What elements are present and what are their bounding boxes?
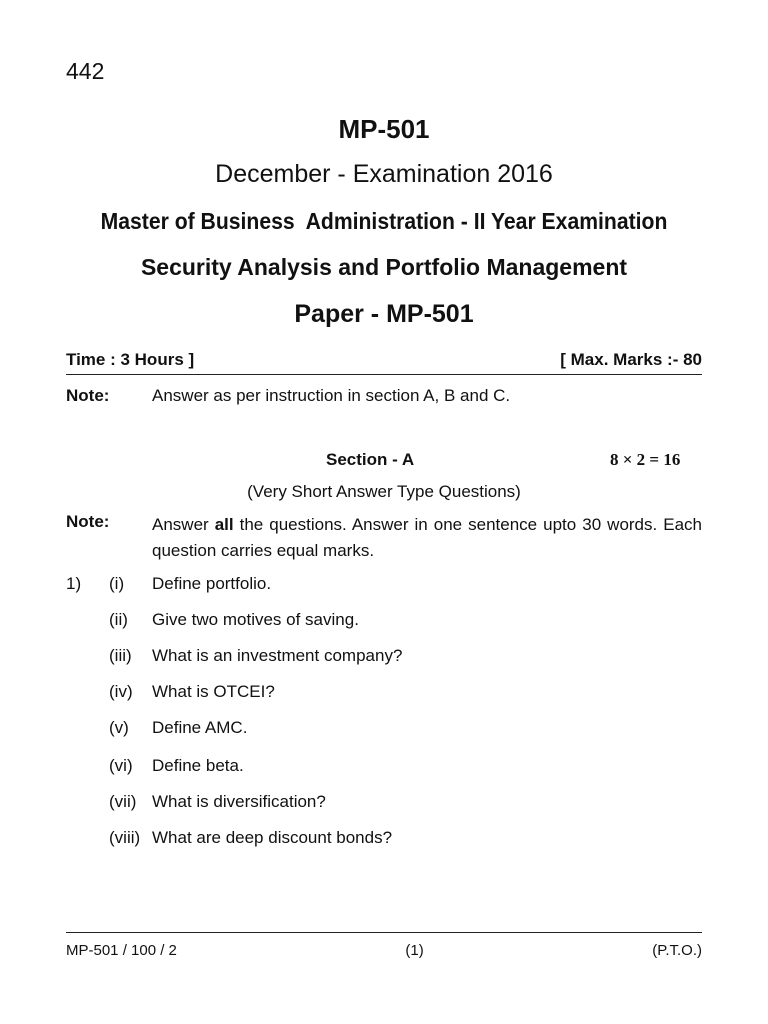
question-number: 1) (66, 574, 82, 593)
question-item (109, 756, 244, 776)
question-subnumber: (vii) (109, 792, 137, 811)
note-label: Note: (66, 386, 110, 405)
section-heading: Section - A (326, 450, 415, 469)
question-subnumber: (iv) (109, 682, 133, 701)
time-marks-row (66, 350, 702, 370)
note-text-part: Answer (152, 515, 215, 534)
question-text: Give two motives of saving. (152, 610, 359, 629)
note-text: Answer as per instruction in section A, B and C. (152, 386, 511, 405)
question-item (109, 828, 392, 848)
question-text: What is OTCEI? (152, 682, 275, 701)
question-text: Define portfolio. (152, 574, 272, 593)
subject-title: Security Analysis and Portfolio Management (140, 254, 628, 280)
footer-code: MP-501 / 100 / 2 (66, 942, 177, 959)
question-subnumber: (vi) (109, 756, 133, 775)
time-label: Time : 3 Hours ] (66, 350, 195, 369)
footer (66, 942, 702, 959)
question-subnumber: (viii) (109, 828, 141, 847)
note-text-emphasis: all (214, 515, 234, 534)
note-label: Note: (66, 512, 110, 531)
divider (66, 932, 702, 933)
question-text: Define AMC. (152, 718, 248, 737)
footer-page: (1) (405, 942, 424, 959)
note-text-part: the questions. Answer in one sentence upto 30 words. Each question carries equal marks. (152, 515, 707, 560)
footer-pto: (P.T.O.) (652, 942, 702, 959)
question-text: What is an investment company? (152, 646, 403, 665)
question-item (109, 682, 275, 702)
question-text: What is diversification? (152, 792, 326, 811)
degree-title: Master of Business Administration - II Year Examination (100, 208, 668, 234)
question-subnumber: (iii) (109, 646, 132, 665)
question-subnumber: (i) (109, 574, 125, 593)
question-item (109, 610, 359, 630)
question-item (109, 646, 402, 666)
question-item (109, 574, 271, 594)
question-text: What are deep discount bonds? (152, 828, 393, 847)
question-item (109, 718, 247, 738)
question-item (109, 792, 326, 812)
max-marks-label: [ Max. Marks :- 80 (560, 350, 702, 369)
paper-code-title: MP-501 (338, 114, 430, 144)
question-subnumber: (ii) (109, 610, 128, 629)
question-text: Define beta. (152, 756, 244, 775)
note-text (152, 512, 707, 564)
page-number: 442 (66, 58, 105, 84)
paper-title: Paper - MP-501 (294, 300, 474, 328)
section-marks: 8 × 2 = 16 (610, 450, 681, 469)
question-subnumber: (v) (109, 718, 129, 737)
exam-title: December - Examination 2016 (215, 160, 553, 188)
section-subheading: (Very Short Answer Type Questions) (247, 482, 521, 501)
divider (66, 374, 702, 375)
